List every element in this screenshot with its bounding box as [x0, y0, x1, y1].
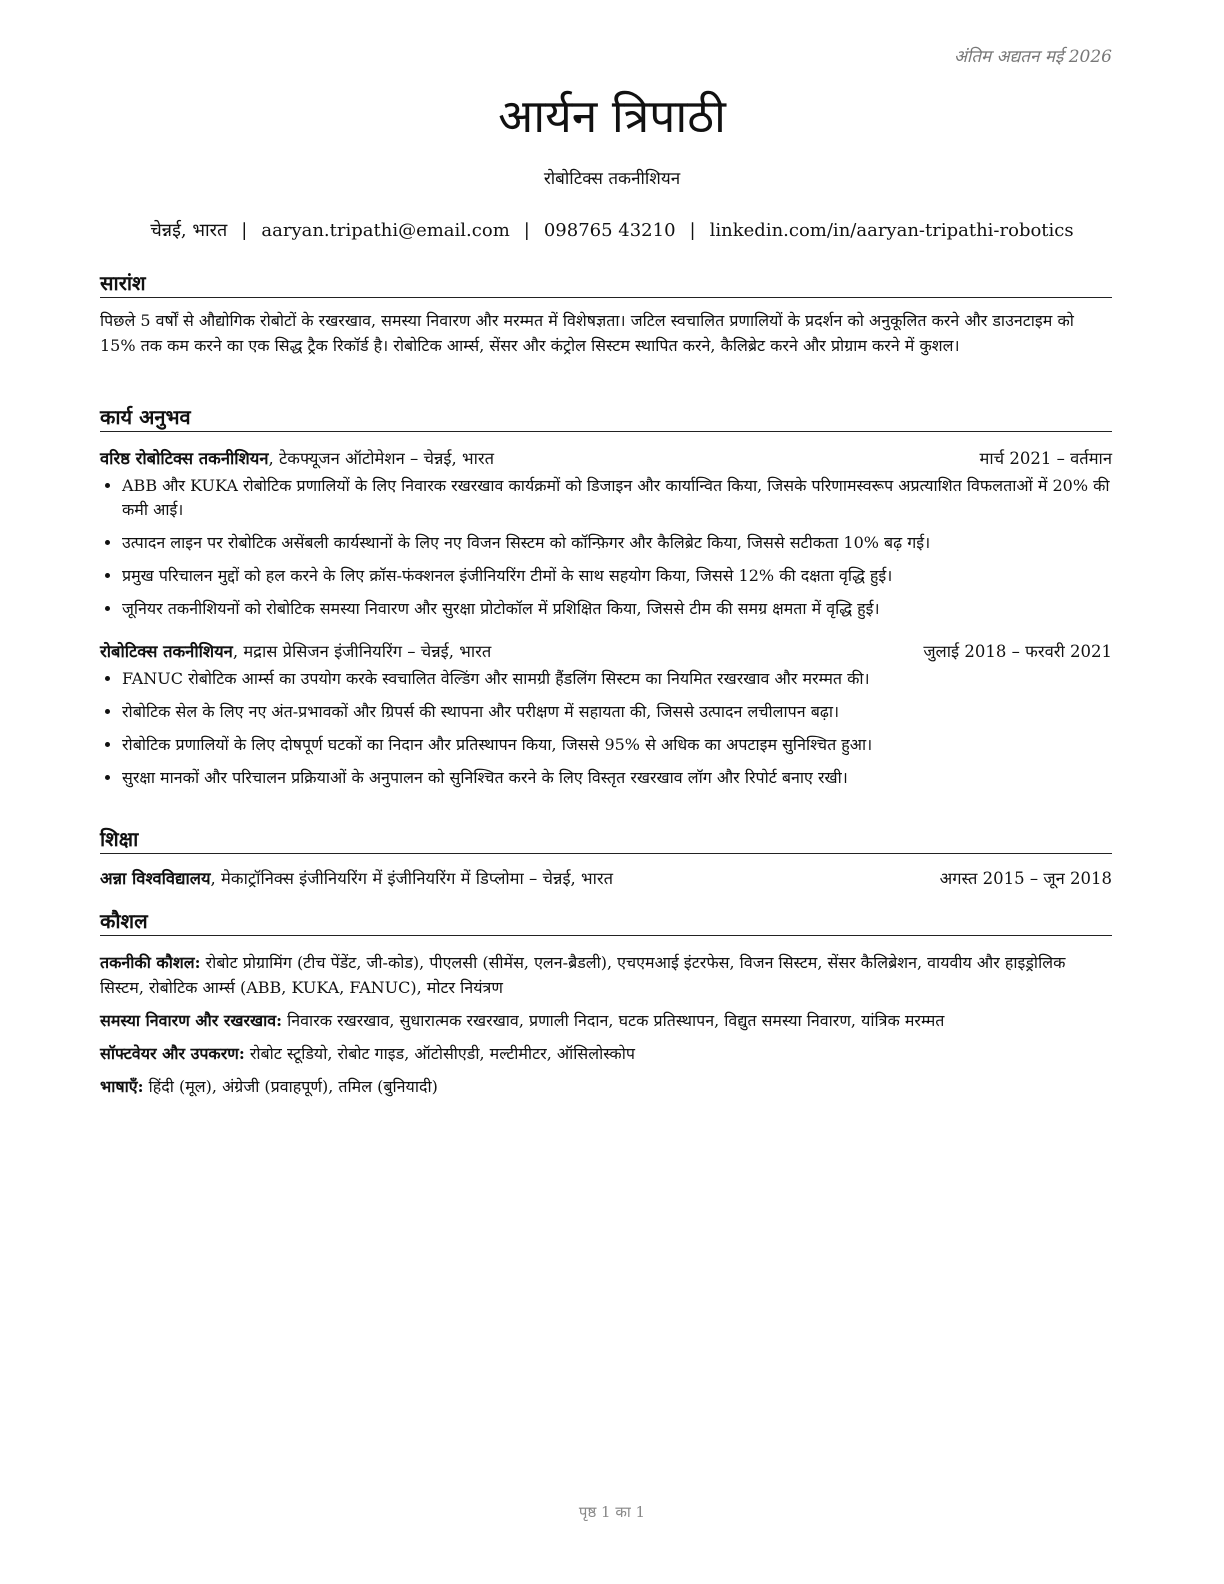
- contact-line: [0, 218, 1224, 242]
- section-title-education: शिक्षा: [100, 826, 1112, 854]
- job-header: [100, 446, 1112, 472]
- skill-label: तकनीकी कौशल:: [100, 953, 201, 972]
- job-position: रोबोटिक्स तकनीशियन: [100, 642, 233, 661]
- skill-label: समस्या निवारण और रखरखाव:: [100, 1011, 283, 1030]
- job-bullets: [100, 667, 1112, 790]
- section-title-skills: कौशल: [100, 908, 1112, 936]
- page-number: पृष्ठ 1 का 1: [578, 1503, 646, 1521]
- job-organization: , टेकफ्यूजन ऑटोमेशन – चेन्नई, भारत: [268, 449, 495, 468]
- job-header: [100, 639, 1112, 665]
- education-entry: [100, 866, 1112, 892]
- list-item: • उत्पादन लाइन पर रोबोटिक असेंबली कार्यस्थानों के लिए नए विजन सिस्टम को कॉन्फ़िगर और कैलिब्रेट किया, जिससे सटीकता 10% बढ़ गई।: [122, 531, 1112, 555]
- skill-row: [100, 1041, 1112, 1066]
- list-item: • सुरक्षा मानकों और परिचालन प्रक्रियाओं के अनुपालन को सुनिश्चित करने के लिए विस्तृत रखरखाव लॉग और रिपोर्ट बनाए रखी।: [122, 766, 1112, 790]
- list-item: • रोबोटिक प्रणालियों के लिए दोषपूर्ण घटकों का निदान और प्रतिस्थापन किया, जिससे 95% से अधिक का अपटाइम सुनिश्चित हुआ।: [122, 733, 1112, 757]
- separator: |: [523, 220, 530, 241]
- contact-email[interactable]: aaryan.tripathi@email.com: [261, 220, 510, 241]
- candidate-name: आर्यन त्रिपाठी: [498, 89, 726, 143]
- skill-text: हिंदी (मूल), अंग्रेजी (प्रवाहपूर्ण), तमिल (बुनियादी): [143, 1077, 438, 1096]
- list-item: • ABB और KUKA रोबोटिक प्रणालियों के लिए निवारक रखरखाव कार्यक्रमों को डिजाइन और कार्यान्वित किया, जिसके परिणामस्वरूप अप्रत्याशित विफलताओं में 20% की कमी आई।: [122, 474, 1112, 522]
- summary-section: [100, 270, 1112, 358]
- skills-section: [100, 908, 1112, 1107]
- skill-row: [100, 1008, 1112, 1033]
- skill-row: [100, 1074, 1112, 1099]
- section-title-experience: कार्य अनुभव: [100, 404, 1112, 432]
- separator: |: [241, 220, 248, 241]
- job-bullets: [100, 474, 1112, 621]
- contact-linkedin[interactable]: linkedin.com/in/aaryan-tripathi-robotics: [709, 220, 1074, 241]
- list-item: • FANUC रोबोटिक आर्म्स का उपयोग करके स्वचालित वेल्डिंग और सामग्री हैंडलिंग सिस्टम का नियमित रखरखाव और मरम्मत की।: [122, 667, 1112, 691]
- section-title-summary: सारांश: [100, 270, 1112, 298]
- skill-text: रोबोट प्रोग्रामिंग (टीच पेंडेंट, जी-कोड), पीएलसी (सीमेंस, एलन-ब्रैडली), एचएमआई इंटरफेस, विजन सिस्टम, सेंसर कैलिब्रेशन, वायवीय और हाइड्रोलिक सिस्टम, रोबोटिक आर्म्स (ABB, KUKA, FANUC), मोटर नियंत्रण: [100, 953, 1066, 997]
- contact-location: चेन्नई, भारत: [150, 220, 228, 241]
- education-degree: , मेकाट्रॉनिक्स इंजीनियरिंग में इंजीनियरिंग में डिप्लोमा – चेन्नई, भारत: [210, 869, 614, 888]
- job-organization: , मद्रास प्रेसिजन इंजीनियरिंग – चेन्नई, भारत: [232, 642, 492, 661]
- job-entry: [100, 639, 1112, 790]
- skill-text: निवारक रखरखाव, सुधारात्मक रखरखाव, प्रणाली निदान, घटक प्रतिस्थापन, विद्युत समस्या निवारण, यांत्रिक मरम्मत: [282, 1011, 945, 1030]
- skill-label: भाषाएँ:: [100, 1077, 144, 1096]
- job-entry: [100, 446, 1112, 621]
- education-dates: अगस्त 2015 – जून 2018: [939, 869, 1112, 888]
- list-item: • प्रमुख परिचालन मुद्दों को हल करने के लिए क्रॉस-फंक्शनल इंजीनियरिंग टीमों के साथ सहयोग किया, जिससे 12% की दक्षता वृद्धि हुई।: [122, 564, 1112, 588]
- contact-phone[interactable]: 098765 43210: [543, 220, 676, 241]
- summary-text: पिछले 5 वर्षों से औद्योगिक रोबोटों के रखरखाव, समस्या निवारण और मरम्मत में विशेषज्ञता। जटिल स्वचालित प्रणालियों के प्रदर्शन को अनुकूलित करने और डाउनटाइम को 15% तक कम करने का एक सिद्ध ट्रैक रिकॉर्ड है। रोबोटिक आर्म्स, सेंसर और कंट्रोल सिस्टम स्थापित करने, कैलिब्रेट करने और प्रोग्राम करने में कुशल।: [100, 311, 1074, 355]
- education-section: [100, 826, 1112, 892]
- candidate-role: रोबोटिक्स तकनीशियन: [543, 169, 681, 189]
- job-dates: जुलाई 2018 – फरवरी 2021: [923, 642, 1112, 661]
- separator: |: [689, 220, 696, 241]
- experience-section: [100, 404, 1112, 799]
- skill-row: [100, 950, 1112, 1000]
- job-dates: मार्च 2021 – वर्तमान: [979, 449, 1112, 468]
- education-school: अन्ना विश्वविद्यालय: [100, 869, 211, 888]
- list-item: • जूनियर तकनीशियनों को रोबोटिक समस्या निवारण और सुरक्षा प्रोटोकॉल में प्रशिक्षित किया, जिससे टीम की समग्र क्षमता में वृद्धि हुई।: [122, 597, 1112, 621]
- last-updated: अंतिम अद्यतन मई 2026: [953, 47, 1112, 67]
- job-position: वरिष्ठ रोबोटिक्स तकनीशियन: [100, 449, 269, 468]
- list-item: • रोबोटिक सेल के लिए नए अंत-प्रभावकों और ग्रिपर्स की स्थापना और परीक्षण में सहायता की, जिससे उत्पादन लचीलापन बढ़ा।: [122, 700, 1112, 724]
- skill-label: सॉफ्टवेयर और उपकरण:: [100, 1044, 245, 1063]
- skill-text: रोबोट स्टूडियो, रोबोट गाइड, ऑटोसीएडी, मल्टीमीटर, ऑसिलोस्कोप: [244, 1044, 635, 1063]
